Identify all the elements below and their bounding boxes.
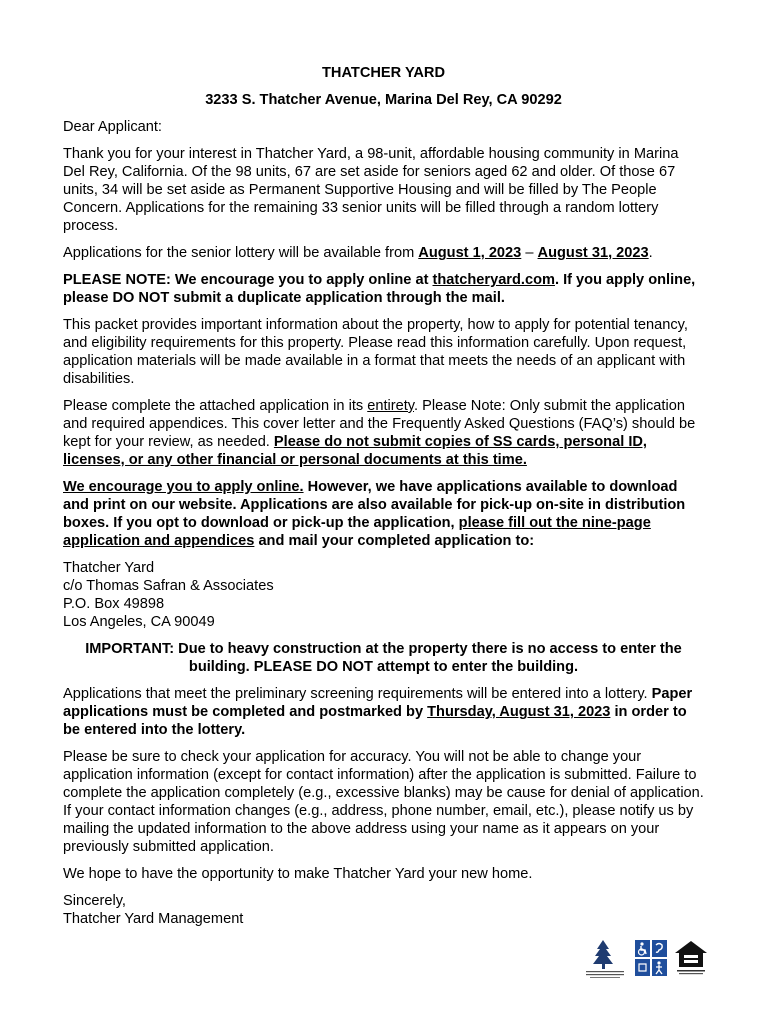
intro-paragraph: Thank you for your interest in Thatcher Yard, a 98-unit, affordable housing community in Marina Del Rey, California. Of the 98 units, 67 are set aside for seniors aged 62 and older. Of those 67 units, 34 will be set aside as Permanent Supportive Housing and will be filled by The People Concern. Applications for the remaining 33 senior units will be filled through a random lottery process. bbox=[63, 146, 679, 234]
lottery-dates-paragraph bbox=[63, 244, 704, 262]
lottery-entry-paragraph bbox=[63, 685, 704, 739]
apply-online-paragraph bbox=[63, 478, 704, 550]
accessibility-icons bbox=[635, 940, 667, 976]
apply-online-middle: However, we have applications available to download and print on our website. Applications are also available for pick-up on-site in distribution boxes. If you opt to download or pick-up the application, bbox=[63, 479, 686, 531]
apply-online-lead: We encourage you to apply online. bbox=[63, 479, 304, 495]
lottery-dates-suffix: . bbox=[648, 245, 653, 261]
postmark-prefix: Paper applications must be completed and postmarked by bbox=[63, 686, 693, 720]
equal-housing-opportunity-logo bbox=[674, 940, 708, 978]
mailing-address bbox=[63, 559, 704, 631]
packet-info-paragraph: This packet provides important information about the property, how to apply for potential tenancy, and eligibility requirements for this property. Please read this information carefully. Upon request, application materials will be made available in a format that meets the needs of an applicant with disabilities. bbox=[63, 317, 688, 387]
address-line: Los Angeles, CA 90049 bbox=[63, 614, 215, 630]
signature-block bbox=[63, 892, 704, 928]
complete-middle: . Please Note: Only submit the application and required appendices. This cover letter and the Frequently Asked Questions (FAQ’s) should be kept for your review, as needed. bbox=[63, 398, 696, 450]
address-line: Thatcher Yard bbox=[63, 560, 155, 576]
apply-online-suffix: and mail your completed application to: bbox=[254, 533, 535, 549]
address-line: c/o Thomas Safran & Associates bbox=[63, 578, 274, 594]
postmark-suffix: in order to be entered into the lottery. bbox=[63, 704, 687, 738]
please-note-paragraph bbox=[63, 271, 704, 307]
complete-application-paragraph bbox=[63, 397, 704, 469]
fill-out-instruction: please fill out the nine-page application and appendices bbox=[63, 515, 651, 549]
accuracy-paragraph: Please be sure to check your application for accuracy. You will not be able to change your application information (except for contact information) after the application is submitted. Failure to complete the application completely (e.g., excessive blanks) may be cause for denial of application. If your contact information changes (e.g., address, phone number, email, etc.), please notify us by mailing the updated information to the above address using your name as it appears on your previously submitted application. bbox=[63, 749, 704, 855]
footer-logos bbox=[580, 938, 710, 982]
documents-warning: Please do not submit copies of SS cards, personal ID, licenses, or any other financial or personal documents at this time. bbox=[63, 434, 647, 468]
website-link[interactable]: thatcheryard.com bbox=[432, 272, 555, 288]
entirety-word: entirety bbox=[367, 398, 415, 414]
salutation: Dear Applicant: bbox=[63, 119, 162, 135]
address-line: P.O. Box 49898 bbox=[63, 596, 165, 612]
lottery-start-date: August 1, 2023 bbox=[418, 245, 522, 261]
lottery-dates-prefix: Applications for the senior lottery will be available from bbox=[63, 245, 419, 261]
important-text: Due to heavy construction at the property there is no access to enter the building. PLEASE DO NOT attempt to enter the building. bbox=[174, 641, 682, 675]
important-notice bbox=[63, 640, 704, 676]
lottery-dates-dash: – bbox=[521, 245, 538, 261]
complete-prefix: Please complete the attached application in its bbox=[63, 398, 368, 414]
closing-paragraph: We hope to have the opportunity to make Thatcher Yard your new home. bbox=[63, 866, 533, 882]
lottery-end-date: August 31, 2023 bbox=[537, 245, 649, 261]
note-prefix: PLEASE NOTE: We encourage you to apply online at bbox=[63, 272, 433, 288]
signoff-name: Thatcher Yard Management bbox=[63, 911, 244, 927]
important-label: IMPORTANT: bbox=[85, 641, 175, 657]
signoff-line: Sincerely, bbox=[63, 893, 126, 909]
postmark-deadline: Thursday, August 31, 2023 bbox=[427, 704, 611, 720]
page-title: THATCHER YARD bbox=[322, 65, 445, 81]
note-suffix: . If you apply online, please DO NOT submit a duplicate application through the mail. bbox=[63, 272, 696, 306]
lottery-entry-plain: Applications that meet the preliminary screening requirements will be entered into a lottery. bbox=[63, 686, 652, 702]
property-address: 3233 S. Thatcher Avenue, Marina Del Rey, CA 90292 bbox=[205, 92, 562, 108]
county-tree-logo bbox=[582, 938, 628, 980]
